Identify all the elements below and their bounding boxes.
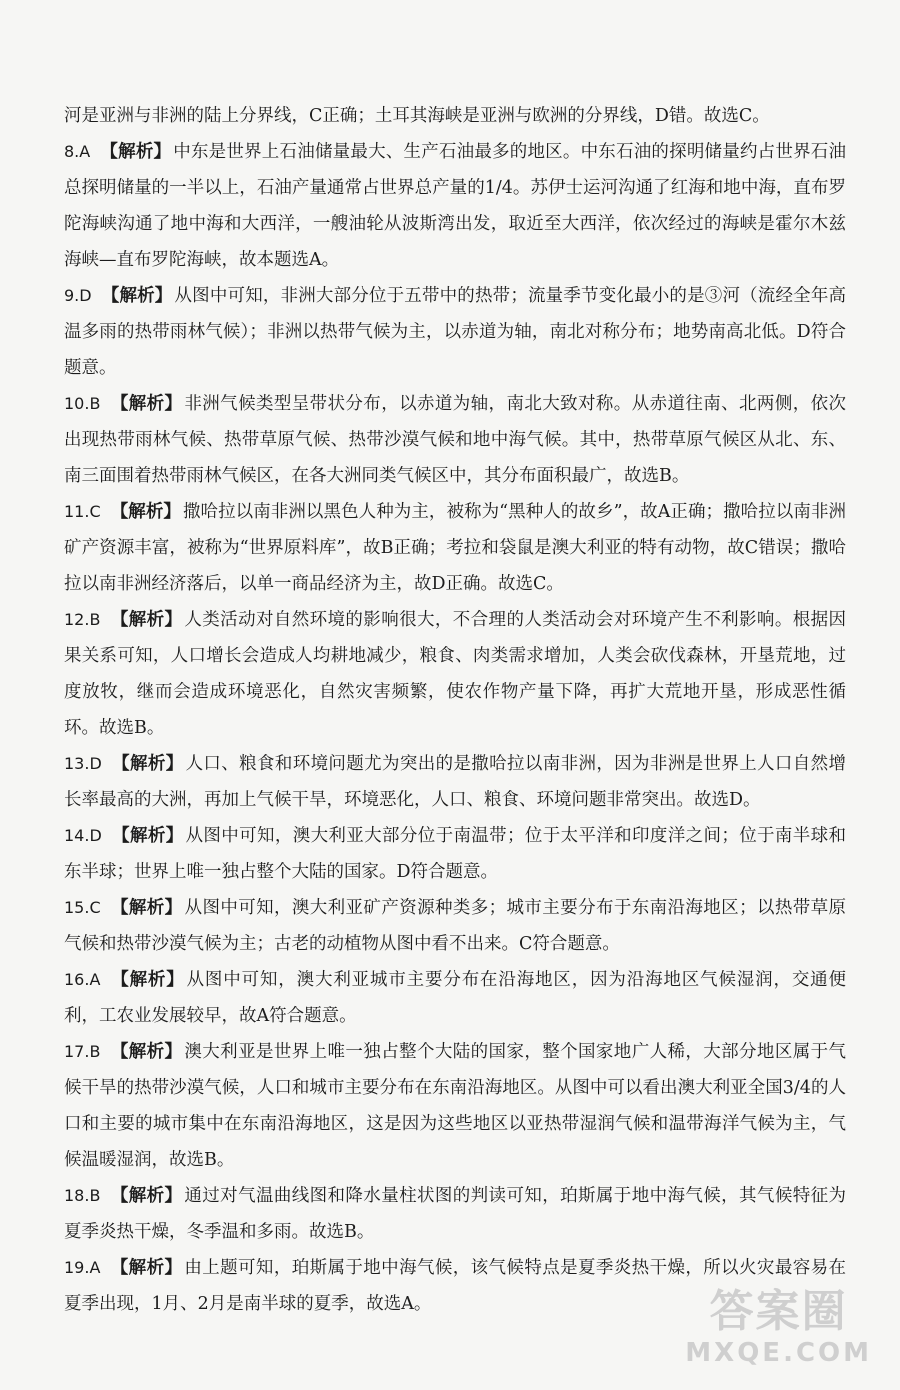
answer-item-18: [64, 1178, 846, 1250]
answer-item-12: [64, 602, 846, 746]
answer-text: 撒哈拉以南非洲以黑色人种为主，被称为“黑种人的故乡”，故A正确；撒哈拉以南非洲矿产资源丰富，被称为“世界原料库”，故B正确；考拉和袋鼠是澳大利亚的特有动物，故C错误；撒哈拉以南非洲经济落后，以单一商品经济为主，故D正确。故选C。: [64, 502, 847, 594]
analysis-tag: 【解析】: [110, 970, 185, 990]
answer-number: 11.C: [64, 502, 101, 521]
answer-number: 8.A: [64, 142, 91, 161]
answer-number: 10.B: [64, 394, 101, 413]
answer-number: 12.B: [64, 610, 101, 629]
answer-item-13: [64, 746, 846, 818]
analysis-tag: 【解析】: [110, 1258, 183, 1278]
analysis-tag: 【解析】: [111, 754, 184, 774]
answer-text: 由上题可知，珀斯属于地中海气候，该气候特点是夏季炎热干燥，所以火灾最容易在夏季出现，1月、2月是南半球的夏季，故选A。: [64, 1258, 847, 1314]
answer-item-8: [64, 134, 846, 278]
answer-number: 18.B: [64, 1186, 101, 1205]
answer-text: 澳大利亚是世界上唯一独占整个大陆的国家，整个国家地广人稀，大部分地区属于气候干旱的热带沙漠气候，人口和城市主要分布在东南沿海地区。从图中可以看出澳大利亚全国3/4的人口和主要的城市集中在东南沿海地区，这是因为这些地区以亚热带湿润气候和温带海洋气候为主，气候温暖湿润，故选B。: [64, 1042, 847, 1170]
answer-text: 从图中可知，澳大利亚矿产资源种类多；城市主要分布于东南沿海地区；以热带草原气候和热带沙漠气候为主；古老的动植物从图中看不出来。C符合题意。: [64, 898, 846, 954]
answer-item-15: [64, 890, 846, 962]
answer-item-14: [64, 818, 846, 890]
analysis-tag: 【解析】: [101, 286, 173, 306]
watermark-logo: 答案圈: [709, 1286, 848, 1337]
analysis-tag: 【解析】: [100, 142, 172, 162]
answer-text: 人口、粮食和环境问题尤为突出的是撒哈拉以南非洲，因为非洲是世界上人口自然增长率最高的大洲，再加上气候干旱，环境恶化，人口、粮食、环境问题非常突出。故选D。: [64, 754, 846, 810]
analysis-tag: 【解析】: [110, 1042, 183, 1062]
answer-item-17: [64, 1034, 846, 1178]
answer-item-16: [64, 962, 846, 1034]
answer-text: 人类活动对自然环境的影响很大，不合理的人类活动会对环境产生不利影响。根据因果关系可知，人口增长会造成人均耕地减少，粮食、肉类需求增加，人类会砍伐森林，开垦荒地，过度放牧，继而会造成环境恶化，自然灾害频繁，使农作物产量下降，再扩大荒地开垦，形成恶性循环。故选B。: [64, 610, 847, 738]
analysis-tag: 【解析】: [110, 1186, 183, 1206]
answer-item-11: [64, 494, 846, 602]
answer-item-10: [64, 386, 846, 494]
answer-number: 15.C: [64, 898, 101, 917]
answer-number: 16.A: [64, 970, 101, 989]
answer-text: 非洲气候类型呈带状分布，以赤道为轴，南北大致对称。从赤道往南、北两侧，依次出现热带雨林气候、热带草原气候、热带沙漠气候和地中海气候。其中，热带草原气候区从北、东、南三面围着热带雨林气候区，在各大洲同类气候区中，其分布面积最广，故选B。: [64, 394, 847, 486]
answer-text: 通过对气温曲线图和降水量柱状图的判读可知，珀斯属于地中海气候，其气候特征为夏季炎热干燥，冬季温和多雨。故选B。: [64, 1186, 847, 1242]
answer-number: 19.A: [64, 1258, 101, 1277]
answer-text: 中东是世界上石油储量最大、生产石油最多的地区。中东石油的探明储量约占世界石油总探明储量的一半以上，石油产量通常占世界总产量的1/4。苏伊士运河沟通了红海和地中海，直布罗陀海峡沟通了地中海和大西洋，一艘油轮从波斯湾出发，取近至大西洋，依次经过的海峡是霍尔木兹海峡—直布罗陀海峡，故本题选A。: [64, 142, 846, 270]
continued-paragraph: 河是亚洲与非洲的陆上分界线，C正确；土耳其海峡是亚洲与欧洲的分界线，D错。故选C。: [64, 106, 770, 126]
answer-text: 从图中可知，澳大利亚城市主要分布在沿海地区，因为沿海地区气候湿润，交通便利，工农业发展较早，故A符合题意。: [64, 970, 846, 1026]
analysis-tag: 【解析】: [110, 610, 183, 630]
analysis-tag: 【解析】: [111, 826, 184, 846]
answer-text: 从图中可知，非洲大部分位于五带中的热带；流量季节变化最小的是③河（流经全年高温多雨的热带雨林气候）；非洲以热带气候为主，以赤道为轴，南北对称分布；地势南高北低。D符合题意。: [64, 286, 847, 378]
answer-item-9: [64, 278, 846, 386]
watermark-site: MXQE.COM: [685, 1338, 872, 1368]
analysis-tag: 【解析】: [110, 394, 183, 414]
answer-number: 17.B: [64, 1042, 101, 1061]
answer-number: 13.D: [64, 754, 102, 773]
answer-number: 9.D: [64, 286, 92, 305]
answer-text: 从图中可知，澳大利亚大部分位于南温带；位于太平洋和印度洋之间；位于南半球和东半球；世界上唯一独占整个大陆的国家。D符合题意。: [64, 826, 846, 882]
analysis-tag: 【解析】: [110, 898, 183, 918]
watermark: [685, 1286, 872, 1368]
answer-number: 14.D: [64, 826, 102, 845]
analysis-tag: 【解析】: [110, 502, 181, 522]
